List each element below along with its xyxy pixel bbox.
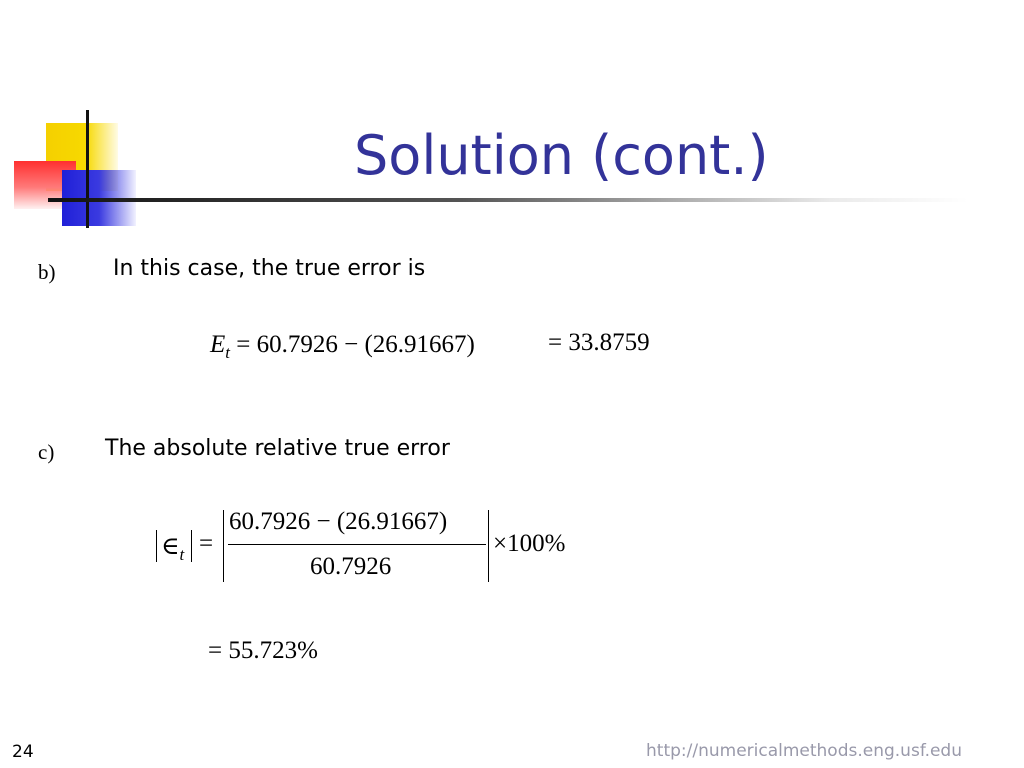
- part-b-text: In this case, the true error is: [113, 256, 426, 281]
- true-error-equation: [210, 331, 475, 362]
- relative-error-equals: =: [199, 530, 214, 557]
- part-b-label: b): [38, 260, 56, 284]
- abs-bar-frac-right: [488, 510, 489, 582]
- footer-url: http://numericalmethods.eng.usf.edu: [646, 741, 962, 761]
- abs-bar-frac-left: [223, 510, 224, 582]
- abs-bar-left-1: [156, 530, 157, 562]
- true-error-result: = 33.8759: [548, 329, 650, 356]
- true-error-subscript: t: [225, 343, 231, 362]
- part-c-text: The absolute relative true error: [105, 436, 450, 461]
- relative-error-subscript: t: [179, 545, 185, 564]
- slide-page-number: 24: [12, 742, 34, 762]
- logo-vertical-line: [86, 110, 89, 228]
- abs-bar-left-2: [191, 530, 192, 562]
- true-error-rhs: = 60.7926 − (26.91667): [236, 331, 475, 358]
- part-c-label: c): [38, 440, 55, 464]
- percent-multiplier: ×100%: [493, 530, 566, 557]
- relative-error-lhs: [161, 531, 185, 564]
- fraction-numerator: 60.7926 − (26.91667): [229, 508, 448, 535]
- fraction-denominator: 60.7926: [310, 553, 392, 580]
- title-underline-rule: [48, 198, 968, 202]
- fraction-line: [228, 544, 486, 545]
- slide-title: Solution (cont.): [354, 124, 769, 187]
- true-error-symbol: E: [210, 331, 226, 358]
- relative-error-result: = 55.723%: [208, 637, 318, 664]
- relative-error-symbol: ∈: [161, 533, 180, 560]
